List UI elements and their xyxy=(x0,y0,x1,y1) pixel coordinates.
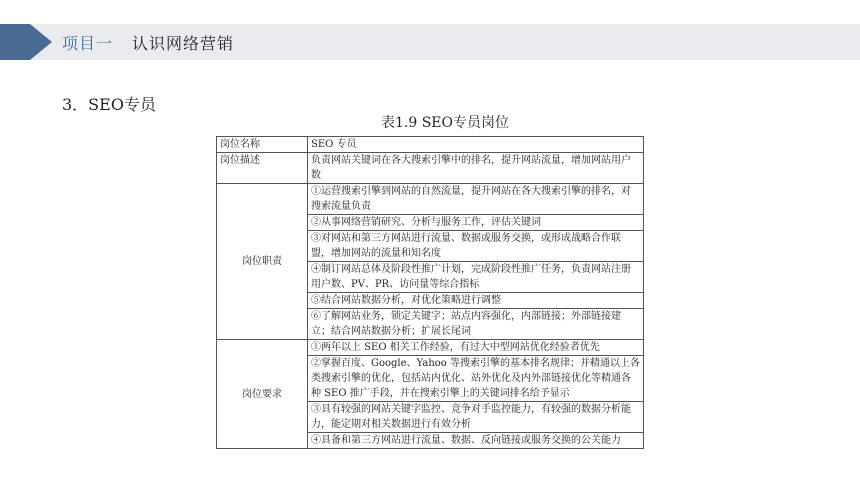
section-heading: 3．SEO专员 xyxy=(62,95,156,114)
row-content: SEO 专员 xyxy=(308,137,644,153)
row-label: 岗位名称 xyxy=(217,137,308,153)
requirement-item: ③具有较强的网站关键字监控、竞争对手监控能力，有较强的数据分析能力，能定期对相关数据进行有效分析 xyxy=(308,402,644,433)
requirement-item: ①两年以上 SEO 相关工作经验，有过大中型网站优化经验者优先 xyxy=(308,340,644,356)
header-bar xyxy=(0,24,860,60)
duty-item: ③对网站和第三方网站进行流量、数据或服务交换，或形成战略合作联盟，增加网站的流量和知名度 xyxy=(308,231,644,262)
duty-item: ④制订网站总体及阶段性推广计划，完成阶段性推广任务，负责网站注册用户数、PV、PR、访问量等综合指标 xyxy=(308,262,644,293)
duties-label: 岗位职责 xyxy=(217,184,308,340)
requirement-item: ④具备和第三方网站进行流量、数据、反向链接或服务交换的公关能力 xyxy=(308,433,644,449)
job-table xyxy=(216,136,644,449)
header-arrow-icon xyxy=(30,24,52,60)
table-row xyxy=(217,340,644,356)
table-row xyxy=(217,137,644,153)
duty-item: ①运营搜索引擎到网站的自然流量，提升网站在各大搜索引擎的排名，对搜索流量负责 xyxy=(308,184,644,215)
duty-item: ⑥了解网站业务，锁定关键字；站点内容强化，内部链接；外部链接建立；结合网站数据分析；扩展长尾词 xyxy=(308,309,644,340)
table-row xyxy=(217,184,644,215)
table-row xyxy=(217,153,644,184)
header-accent-block xyxy=(0,24,30,60)
requirement-item: ②掌握百度、Google、Yahoo 等搜索引擎的基本排名规律；并精通以上各类搜索引擎的优化，包括站内优化、站外优化及内外部链接优化等精通各种 SEO 推广手段，并在搜索引擎上的关键词排名给予显示 xyxy=(308,356,644,402)
header-project-label: 项目一 xyxy=(62,34,114,53)
row-label: 岗位描述 xyxy=(217,153,308,184)
table-caption: 表1.9 SEO专员岗位 xyxy=(380,115,509,131)
duty-item: ⑤结合网站数据分析，对优化策略进行调整 xyxy=(308,293,644,309)
duty-item: ②从事网络营销研究、分析与服务工作，评估关键词 xyxy=(308,215,644,231)
header-title: 认识网络营销 xyxy=(132,34,235,53)
row-content: 负责网站关键词在各大搜索引擎中的排名，提升网站流量，增加网站用户数 xyxy=(308,153,644,184)
requirements-label: 岗位要求 xyxy=(217,340,308,449)
